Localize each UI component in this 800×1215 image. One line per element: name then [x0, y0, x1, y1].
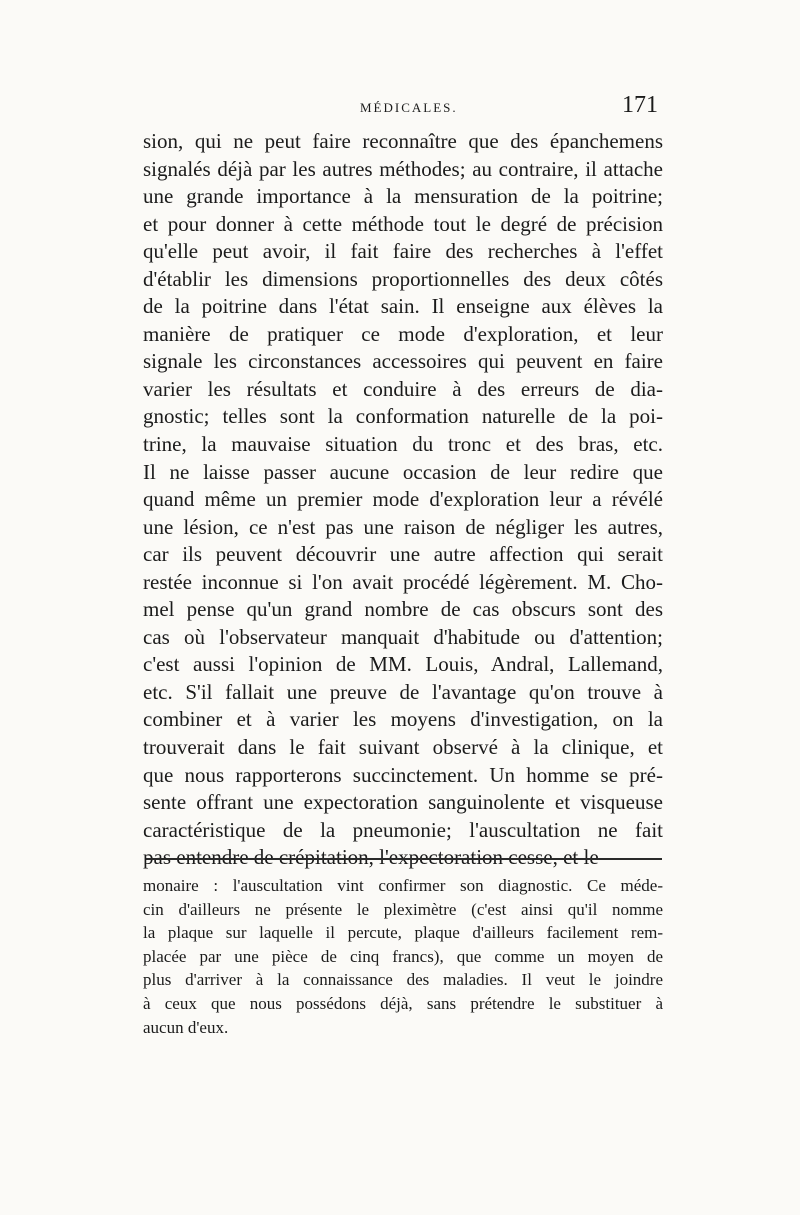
body-line: quand même un premier mode d'exploration leur a révélé	[143, 487, 663, 512]
body-line: gnostic; telles sont la conformation naturelle de la poi-	[143, 404, 663, 429]
footnote-rule	[146, 858, 662, 860]
body-line: signale les circonstances accessoires qui peuvent en faire	[143, 349, 663, 374]
body-line: signalés déjà par les autres méthodes; au contraire, il attache	[143, 156, 663, 181]
body-line: manière de pratiquer ce mode d'exploration, et leur	[143, 321, 663, 346]
body-line: qu'elle peut avoir, il fait faire des recherches à l'effet	[143, 239, 663, 264]
body-line: sion, qui ne peut faire reconnaître que des épanchemens	[143, 129, 663, 153]
footnote-line: monaire : l'auscultation vint confirmer son diagnostic. Ce méde-	[143, 876, 663, 895]
body-line: pas entendre de crépitation, l'expectoration cesse, et le	[143, 845, 599, 870]
footnote-line: à ceux que nous possédons déjà, sans prétendre le substituer à	[143, 993, 663, 1013]
body-line: sente offrant une expectoration sanguinolente et visqueuse	[143, 790, 663, 815]
body-line: Il ne laisse passer aucune occasion de leur redire que	[143, 459, 663, 484]
body-line: mel pense qu'un grand nombre de cas obscurs sont des	[143, 597, 663, 622]
body-line: trouverait dans le fait suivant observé à la clinique, et	[143, 735, 663, 760]
body-line: que nous rapporterons succinctement. Un homme se pré-	[143, 762, 663, 787]
body-line: combiner et à varier les moyens d'investigation, on la	[143, 707, 663, 732]
footnote-line: la plaque sur laquelle il percute, plaque d'ailleurs facilement rem-	[143, 923, 663, 943]
footnote-line: plus d'arriver à la connaissance des maladies. Il veut le joindre	[143, 970, 663, 990]
page-number: 171	[622, 92, 658, 118]
body-line: d'établir les dimensions proportionnelles des deux côtés	[143, 266, 663, 291]
body-line: etc. S'il fallait une preuve de l'avantage qu'on trouve à	[143, 679, 663, 704]
body-line: car ils peuvent découvrir une autre affection qui serait	[143, 542, 663, 567]
body-line: une lésion, ce n'est pas une raison de négliger les autres,	[143, 514, 663, 539]
footnote-line: placée par une pièce de cinq francs), que comme un moyen de	[143, 946, 663, 966]
body-line: trine, la mauvaise situation du tronc et des bras, etc.	[143, 432, 663, 457]
page-header	[140, 92, 660, 122]
body-line: caractéristique de la pneumonie; l'auscultation ne fait	[143, 817, 663, 842]
body-line: varier les résultats et conduire à des erreurs de dia-	[143, 376, 663, 401]
footnote-line: cin d'ailleurs ne présente le pleximètre (c'est ainsi qu'il nomme	[143, 899, 663, 919]
body-line: et pour donner à cette méthode tout le degré de précision	[143, 211, 663, 236]
body-text	[143, 128, 663, 872]
body-line: une grande importance à la mensuration de la poitrine;	[143, 184, 663, 209]
body-line: de la poitrine dans l'état sain. Il enseigne aux élèves la	[143, 294, 663, 319]
footnote-line: aucun d'eux.	[143, 1017, 229, 1037]
footnote	[143, 874, 663, 1039]
body-line: cas où l'observateur manquait d'habitude ou d'attention;	[143, 624, 663, 649]
body-line: restée inconnue si l'on avait procédé légèrement. M. Cho-	[143, 569, 663, 594]
running-head: MÉDICALES.	[360, 100, 458, 115]
body-line: c'est aussi l'opinion de MM. Louis, Andral, Lallemand,	[143, 652, 663, 677]
